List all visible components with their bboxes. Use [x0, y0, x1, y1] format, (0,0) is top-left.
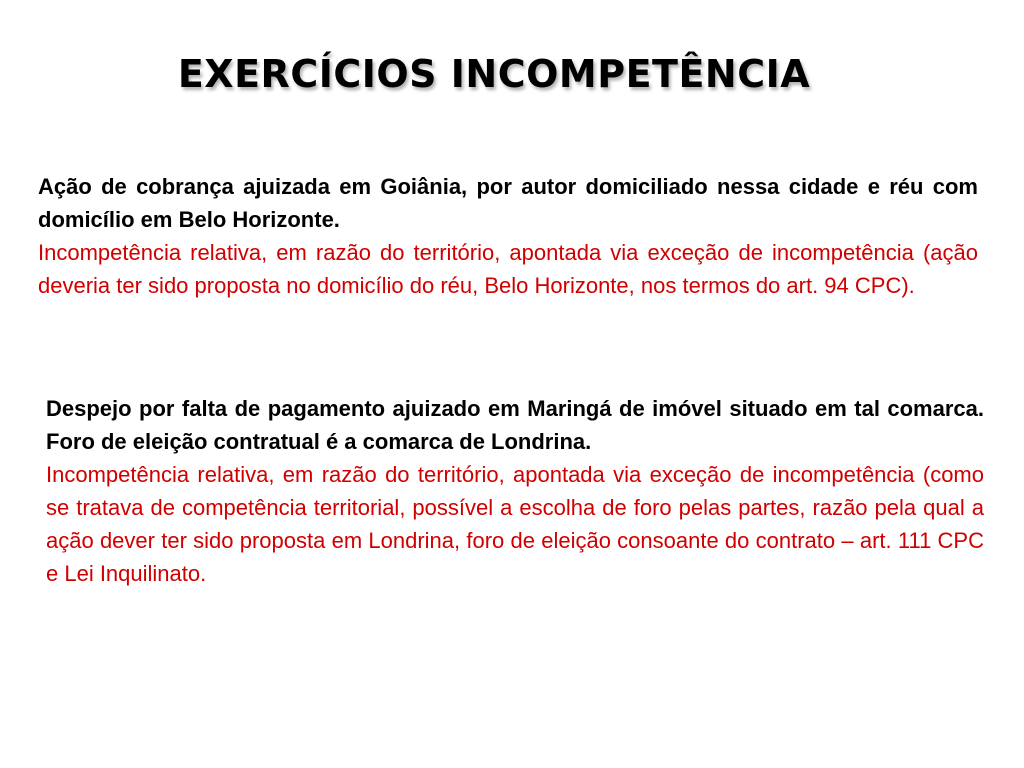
title-container — [0, 52, 1024, 98]
exercise-block-1 — [38, 170, 978, 302]
exercise-answer-2: Incompetência relativa, em razão do território, apontada via exceção de incompetência (como se tratava de competência territorial, possível a escolha de foro pelas partes, razão pela qual a ação dever ter sido proposta em Londrina, foro de eleição consoante do contrato – art. 111 CPC e Lei Inquilinato. — [46, 462, 984, 586]
exercise-question-1: Ação de cobrança ajuizada em Goiânia, por autor domiciliado nessa cidade e réu com domicílio em Belo Horizonte. — [38, 174, 978, 232]
exercise-block-2 — [46, 392, 984, 590]
slide-title: EXERCÍCIOS INCOMPETÊNCIA — [177, 52, 811, 96]
exercise-question-2: Despejo por falta de pagamento ajuizado em Maringá de imóvel situado em tal comarca. Foro de eleição contratual é a comarca de Londrina. — [46, 396, 984, 454]
exercise-answer-1: Incompetência relativa, em razão do território, apontada via exceção de incompetência (ação deveria ter sido proposta no domicílio do réu, Belo Horizonte, nos termos do art. 94 CPC). — [38, 240, 978, 298]
